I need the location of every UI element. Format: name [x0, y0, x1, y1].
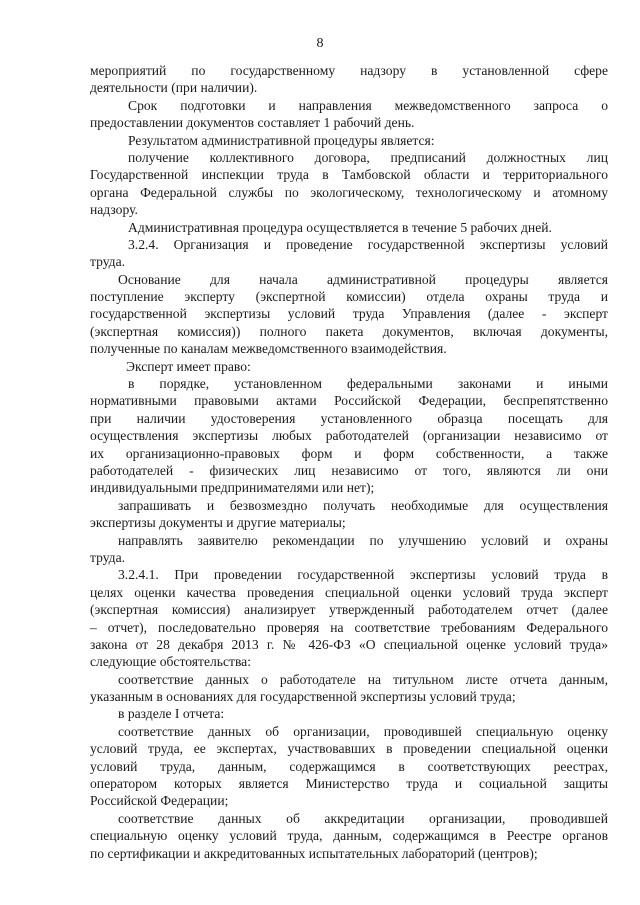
- text-line: Административная процедура осуществляется в течение 5 рабочих дней.: [128, 219, 552, 235]
- text-line: направлять заявителю рекомендации по улучшению условий и охраны: [118, 532, 608, 548]
- text-line: Основание для начала административной процедуры является: [118, 271, 608, 287]
- text-line: индивидуальными предпринимателями или нет);: [90, 480, 375, 496]
- text-line: соответствие данных об аккредитации организации, проводившей: [118, 810, 608, 826]
- text-line: указанным в основаниях для государственной экспертизы условий труда;: [90, 689, 516, 705]
- text-line: труда.: [90, 549, 126, 565]
- text-line: условий труда, данным, содержащимся в соответствующих реестрах,: [90, 758, 608, 774]
- text-line: запрашивать и безвозмездно получать необходимые для осуществления: [118, 497, 608, 513]
- text-line: по сертификации и аккредитованных испытательных лабораторий (центров);: [90, 845, 538, 861]
- text-line: Государственной инспекции труда в Тамбовской области и территориального: [90, 167, 608, 183]
- text-line: предоставлении документов составляет 1 рабочий день.: [90, 115, 415, 131]
- text-line: деятельности (при наличии).: [90, 80, 258, 96]
- text-line: (экспертная комиссия) анализирует утвержденный работодателем отчет (далее: [90, 602, 608, 618]
- text-line: органа Федеральной службы по экологическому, технологическому и атомному: [90, 184, 608, 200]
- text-line: в разделе I отчета:: [118, 706, 225, 722]
- text-line: при наличии удостоверения установленного образца посещать для: [90, 410, 608, 426]
- text-line: их организационно-правовых форм и форм собственности, а также: [90, 445, 608, 461]
- text-line: полученные по каналам межведомственного взаимодействия.: [90, 341, 447, 357]
- text-line: условий труда, ее экспертах, участвовавших в проведении специальной оценки: [90, 741, 608, 757]
- text-line: нормативными правовыми актами Российской Федерации, беспрепятственно: [90, 393, 608, 409]
- text-line: труда.: [90, 254, 126, 270]
- text-line: надзору.: [90, 202, 138, 218]
- text-line: 3.2.4. Организация и проведение государственной экспертизы условий: [128, 236, 608, 252]
- text-line: Срок подготовки и направления межведомственного запроса о: [128, 97, 608, 113]
- text-line: (экспертная комиссия)) полного пакета документов, включая документы,: [90, 323, 608, 339]
- text-line: Российской Федерации;: [90, 793, 229, 809]
- text-line: целях оценки качества проведения специальной оценки условий труда эксперт: [90, 584, 608, 600]
- document-body: [90, 62, 608, 862]
- text-line: мероприятий по государственному надзору в установленной сфере: [90, 63, 608, 78]
- text-line: соответствие данных о работодателе на титульном листе отчета данным,: [118, 671, 608, 687]
- text-line: Результатом административной процедуры является:: [128, 132, 435, 148]
- text-line: 3.2.4.1. При проведении государственной экспертизы условий труда в: [118, 567, 608, 583]
- text-line: работодателей - физических лиц независимо от того, являются ли они: [90, 462, 608, 478]
- text-line: государственной экспертизы условий труда Управления (далее - эксперт: [90, 306, 608, 322]
- text-line: закона от 28 декабря 2013 г. № 426-ФЗ «О специальной оценке условий труда»: [90, 636, 608, 652]
- text-line: Эксперт имеет право:: [126, 358, 251, 374]
- text-line: специальную оценку условий труда, данным, содержащимся в Реестре органов: [90, 828, 608, 844]
- text-line: получение коллективного договора, предписаний должностных лиц: [128, 149, 608, 165]
- page-number: 8: [316, 36, 324, 51]
- text-line: осуществления экспертизы любых работодателей (организации независимо от: [90, 428, 608, 444]
- text-line: соответствие данных об организации, проводившей специальную оценку: [118, 723, 608, 739]
- text-line: следующие обстоятельства:: [90, 654, 251, 670]
- text-line: оператором которых является Министерство труда и социальной защиты: [90, 776, 608, 792]
- text-line: экспертизы документы и другие материалы;: [90, 515, 346, 531]
- text-line: – отчет), последовательно проверяя на соответствие требованиям Федерального: [90, 619, 608, 635]
- text-line: в порядке, установленном федеральными законами и иными: [128, 376, 608, 392]
- text-line: поступление эксперту (экспертной комиссии) отдела охраны труда и: [90, 289, 608, 305]
